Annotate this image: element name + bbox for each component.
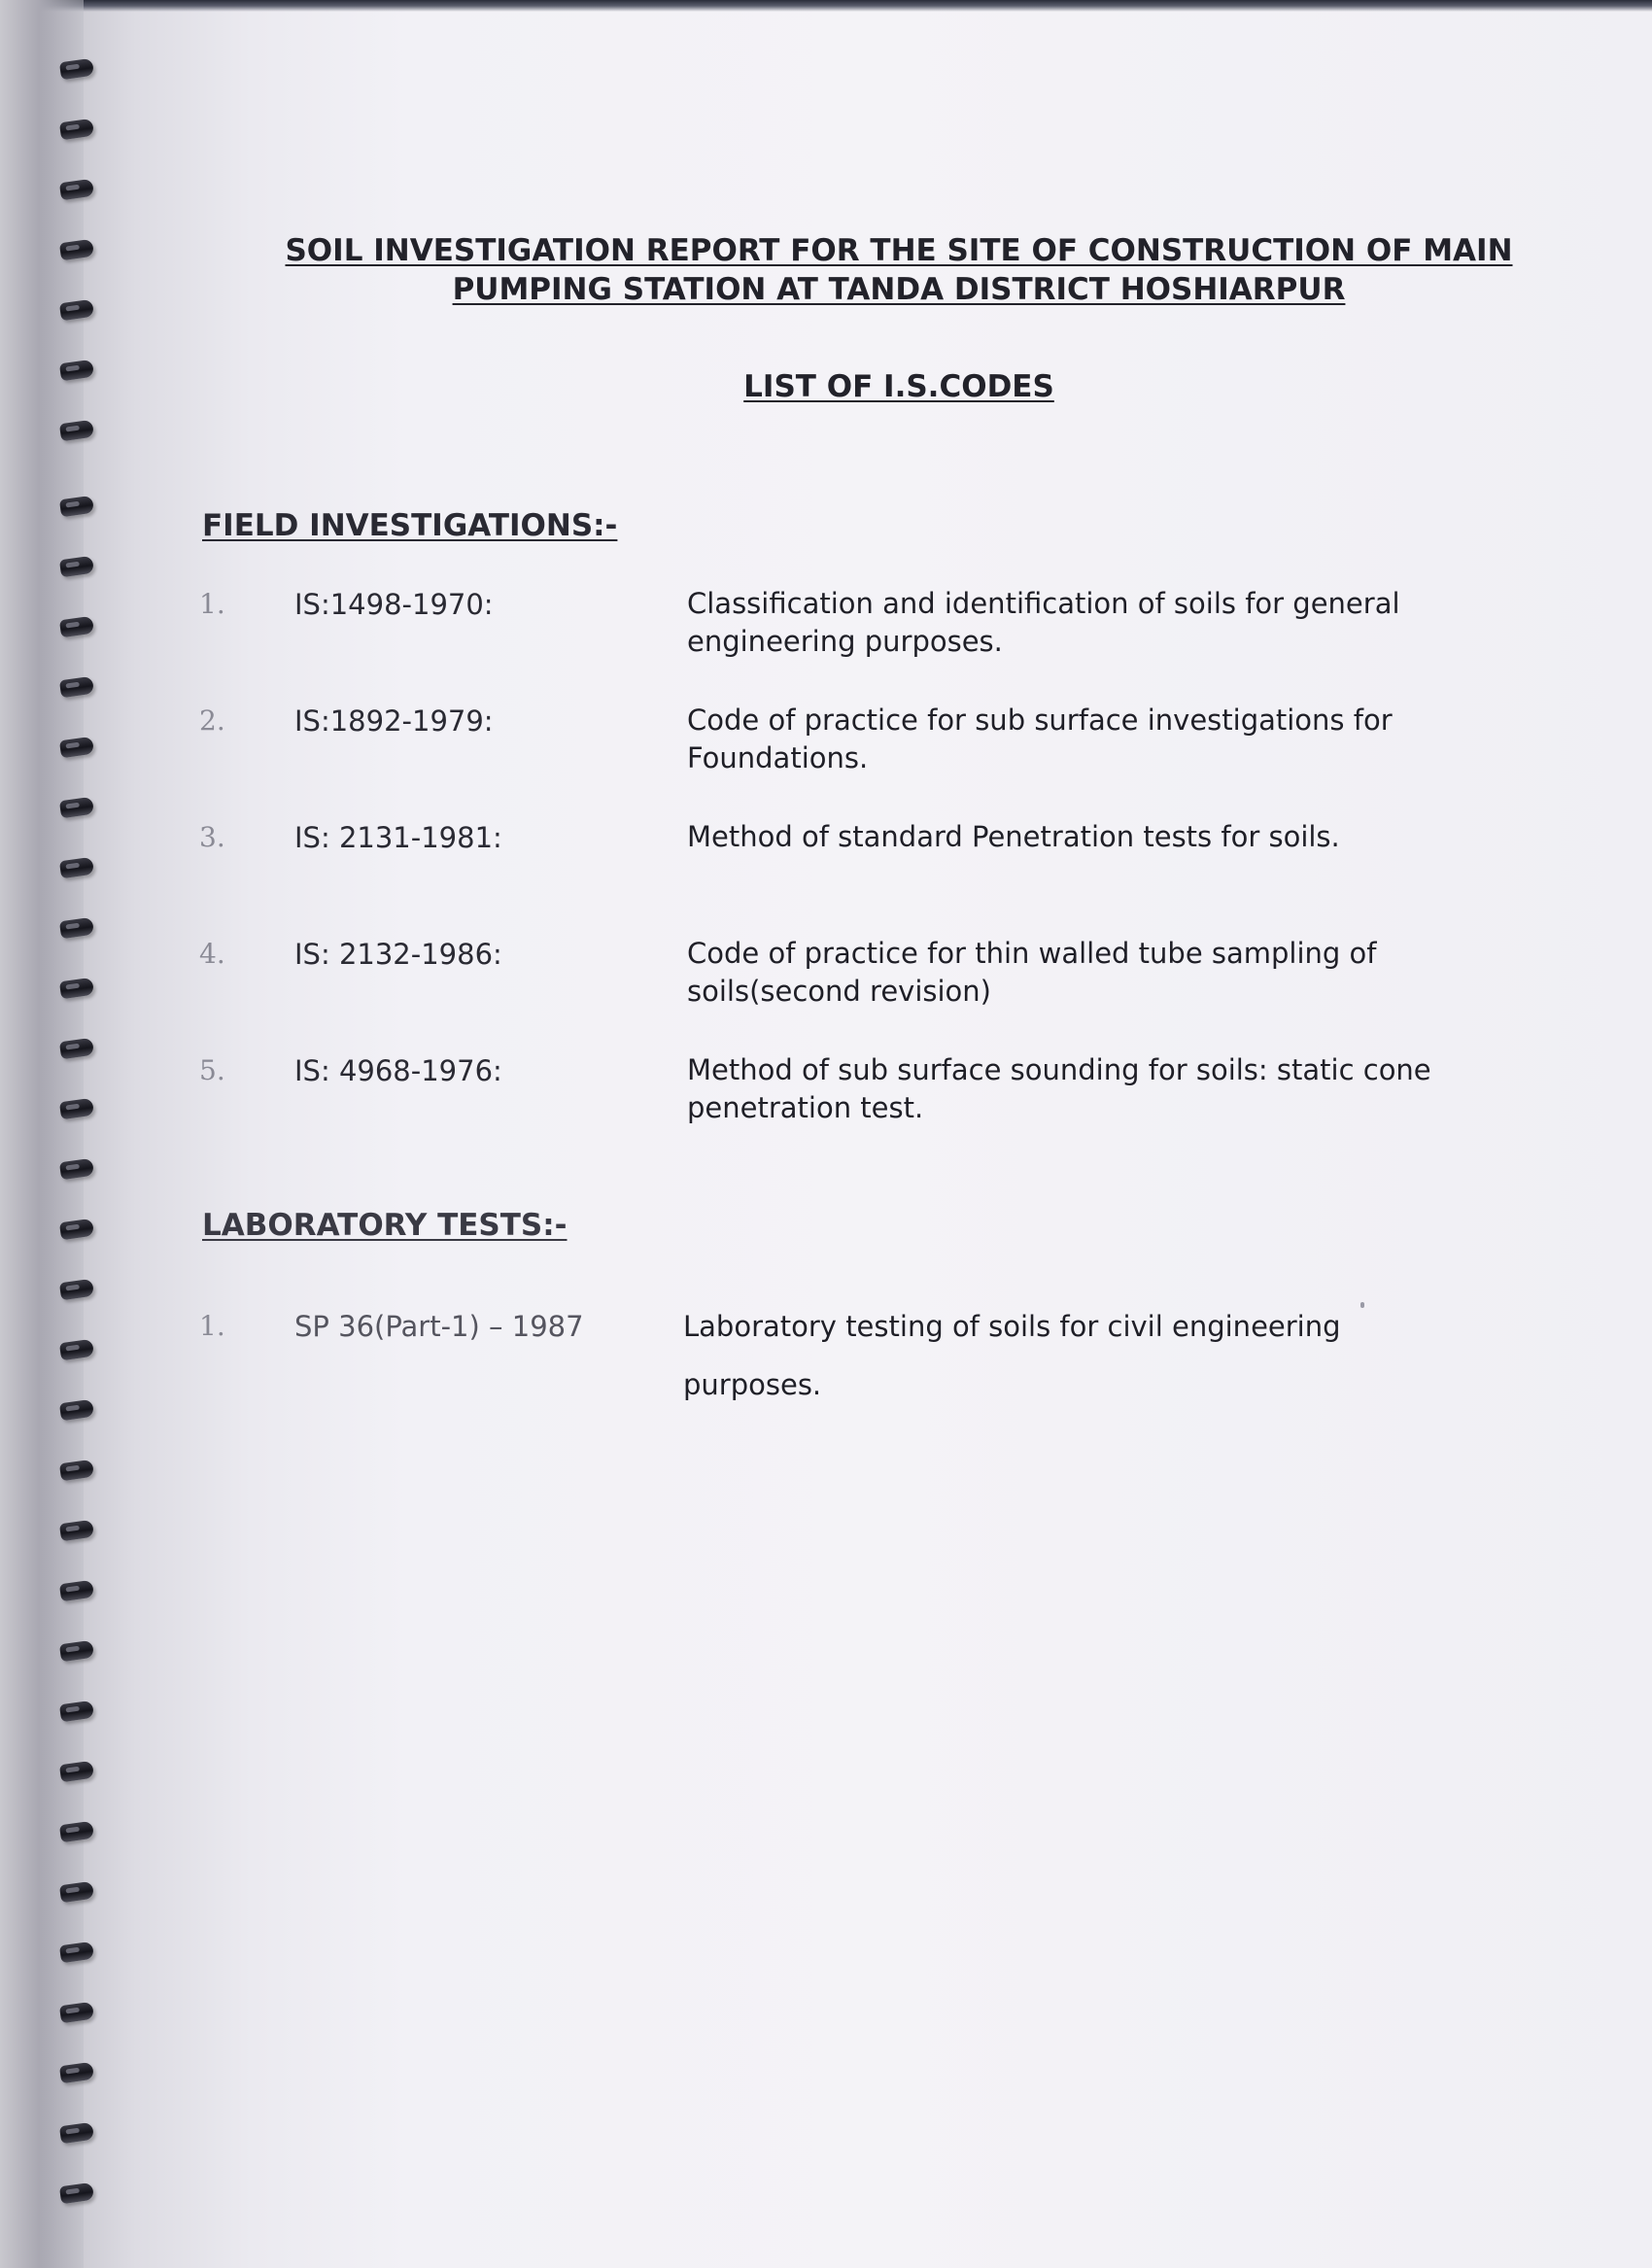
binding-ring (59, 917, 94, 940)
report-title-line-2: PUMPING STATION AT TANDA DISTRICT HOSHIARPUR (452, 272, 1346, 307)
binding-ring (59, 1460, 94, 1482)
binding-ring (59, 1399, 94, 1422)
code-description (683, 1297, 1490, 1414)
description-line: Method of sub surface sounding for soils: static cone (687, 1053, 1431, 1086)
item-number: 1. (199, 1310, 225, 1342)
item-number: 1. (199, 588, 225, 620)
list-title: LIST OF I.S.CODES (743, 369, 1054, 404)
scan-speck (1360, 1302, 1364, 1308)
description-line: Code of practice for sub surface investigations for (687, 704, 1393, 737)
binding-ring (59, 1279, 94, 1301)
description-line: engineering purposes. (687, 625, 1003, 658)
binding-ring (59, 360, 94, 382)
description-line: penetration test. (687, 1091, 924, 1124)
binding-ring (59, 1881, 94, 1904)
is-code: IS: 2131-1981: (294, 821, 502, 854)
binding-ring (59, 857, 94, 879)
code-description (687, 702, 1494, 777)
binding-ring (59, 676, 94, 699)
list-item (199, 702, 1511, 779)
is-code: SP 36(Part-1) – 1987 (294, 1310, 584, 1343)
binding-ring (59, 2182, 94, 2205)
binding-ring (59, 299, 94, 322)
description-line: Classification and identification of soils for general (687, 587, 1400, 620)
binding-ring (59, 1701, 94, 1723)
binding-ring (59, 2062, 94, 2084)
binding-ring (59, 1580, 94, 1602)
list-item (199, 935, 1511, 1013)
item-number: 2. (199, 704, 225, 737)
report-title-line-1: SOIL INVESTIGATION REPORT FOR THE SITE OF CONSTRUCTION OF MAIN (285, 233, 1513, 268)
list-item (199, 585, 1511, 663)
description-line: Method of standard Penetration tests for soils. (687, 820, 1340, 853)
item-number: 3. (199, 821, 225, 853)
is-code: IS: 2132-1986: (294, 938, 502, 971)
is-code: IS: 4968-1976: (294, 1054, 502, 1087)
description-line: purposes. (683, 1368, 822, 1401)
binding-ring (59, 616, 94, 638)
description-line: Code of practice for thin walled tube sampling of (687, 937, 1377, 970)
is-code: IS:1498-1970: (294, 588, 494, 621)
binding-ring (59, 1098, 94, 1120)
is-code: IS:1892-1979: (294, 704, 494, 738)
binding-ring (59, 1339, 94, 1361)
binding-ring (59, 1219, 94, 1241)
binding-ring (59, 1038, 94, 1060)
binding-ring (59, 1942, 94, 1964)
item-number: 4. (199, 938, 225, 970)
binding-ring (59, 58, 94, 81)
binding-ring (59, 1158, 94, 1181)
binding-ring (59, 1761, 94, 1783)
item-number: 5. (199, 1054, 225, 1086)
list-item (199, 1307, 1511, 1401)
binding-ring (59, 420, 94, 442)
binding-ring (59, 496, 94, 518)
binding-ring (59, 737, 94, 759)
binding-ring (59, 1520, 94, 1542)
binding-ring (59, 1640, 94, 1663)
page-top-edge (0, 0, 1652, 12)
code-description (687, 818, 1494, 856)
binding-ring (59, 978, 94, 1000)
description-line: soils(second revision) (687, 975, 991, 1008)
binding-ring (59, 2122, 94, 2145)
binding-ring (59, 2002, 94, 2024)
list-item (199, 818, 1511, 896)
binding-ring (59, 556, 94, 578)
description-line: Foundations. (687, 741, 869, 774)
list-item (199, 1051, 1511, 1129)
spiral-binding (0, 0, 84, 2268)
code-description (687, 1051, 1494, 1127)
laboratory-tests-heading: LABORATORY TESTS:- (202, 1208, 568, 1243)
binding-ring (59, 239, 94, 261)
description-line: Laboratory testing of soils for civil engineering (683, 1310, 1341, 1343)
field-investigations-heading: FIELD INVESTIGATIONS:- (202, 508, 618, 543)
code-description (687, 935, 1494, 1011)
binding-ring (59, 797, 94, 819)
binding-ring (59, 179, 94, 201)
binding-ring (59, 119, 94, 141)
code-description (687, 585, 1494, 661)
binding-ring (59, 1821, 94, 1843)
